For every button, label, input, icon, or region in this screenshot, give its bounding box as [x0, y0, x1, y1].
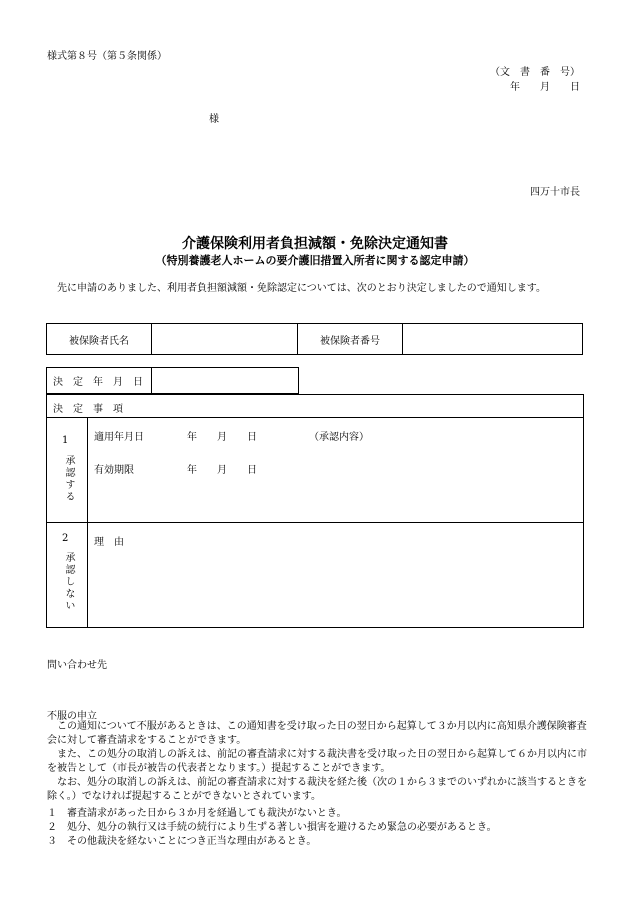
reason-label: 理 由	[94, 537, 124, 548]
decision-matters-label: 決 定 事 項	[53, 404, 123, 415]
objection-heading: 不服の申立	[47, 711, 97, 722]
decision-date-label: 決 定 年 月 日	[47, 368, 152, 394]
apply-date-label: 適用年月日	[94, 432, 144, 443]
valid-period-label: 有効期限	[94, 465, 134, 476]
apply-date-value: 年 月 日	[187, 432, 257, 443]
insured-name-label: 被保険者氏名	[47, 324, 152, 355]
objection-item-3: ３ その他裁決を経ないことにつき正当な理由があるとき。	[47, 836, 317, 847]
approve-row	[47, 418, 583, 523]
objection-paragraph-3: なお、処分の取消しの訴えは、前記の審査請求に対する裁決を経た後（次の１から３までのいずれかに該当するときを除く。）でなければ提起することができないとされています。	[47, 777, 587, 802]
inquiry-label: 問い合わせ先	[47, 660, 107, 671]
approve-label: 承認する	[63, 455, 74, 503]
intro-text: 先に申請のありました、利用者負担額減額・免除認定については、次のとおり決定しましたので通知します。	[57, 283, 546, 294]
decision-matters-table	[46, 394, 584, 628]
reject-row	[47, 523, 583, 627]
form-number: 様式第８号（第５条関係）	[47, 51, 167, 62]
addressee-honorific: 様	[209, 114, 219, 125]
approval-content-label: （承認内容）	[309, 432, 369, 443]
objection-item-2: ２ 処分、処分の執行又は手続の続行により生ずる著しい損害を避けるため緊急の必要があるとき。	[47, 822, 497, 833]
objection-paragraph-1: この通知について不服があるときは、この通知書を受け取った日の翌日から起算して３か月以内に高知県介護保険審査会に対して審査請求をすることができます。	[47, 721, 587, 746]
insured-info-table	[46, 323, 583, 355]
insured-number-field[interactable]	[403, 324, 583, 355]
approve-label-cell	[47, 418, 88, 522]
decision-matters-header	[47, 395, 583, 418]
insured-name-field[interactable]	[152, 324, 298, 355]
reject-label: 承認しない	[63, 552, 74, 612]
objection-paragraph-2: また、この処分の取消しの訴えは、前記の審査請求に対する裁決書を受け取った日の翌日から起算して６か月以内に市を被告として（市長が被告の代表者となります。）提起することができます。	[47, 749, 587, 774]
approve-number: 1	[62, 435, 69, 446]
issue-date: 年 月 日	[510, 82, 580, 93]
objection-item-1: １ 審査請求があった日から３か月を経過しても裁決がないとき。	[47, 808, 347, 819]
document-subtitle: （特別養護老人ホームの要介護旧措置入所者に関する認定申請）	[155, 254, 475, 267]
issuer-name: 四万十市長	[530, 187, 580, 198]
valid-period-value: 年 月 日	[187, 465, 257, 476]
reject-label-cell	[47, 523, 88, 627]
document-number: （文 書 番 号）	[490, 67, 580, 78]
decision-date-field[interactable]	[152, 368, 299, 394]
reject-number: 2	[62, 533, 69, 544]
insured-number-label: 被保険者番号	[298, 324, 403, 355]
document-title: 介護保険利用者負担減額・免除決定通知書	[182, 236, 448, 252]
decision-date-table	[46, 367, 299, 394]
